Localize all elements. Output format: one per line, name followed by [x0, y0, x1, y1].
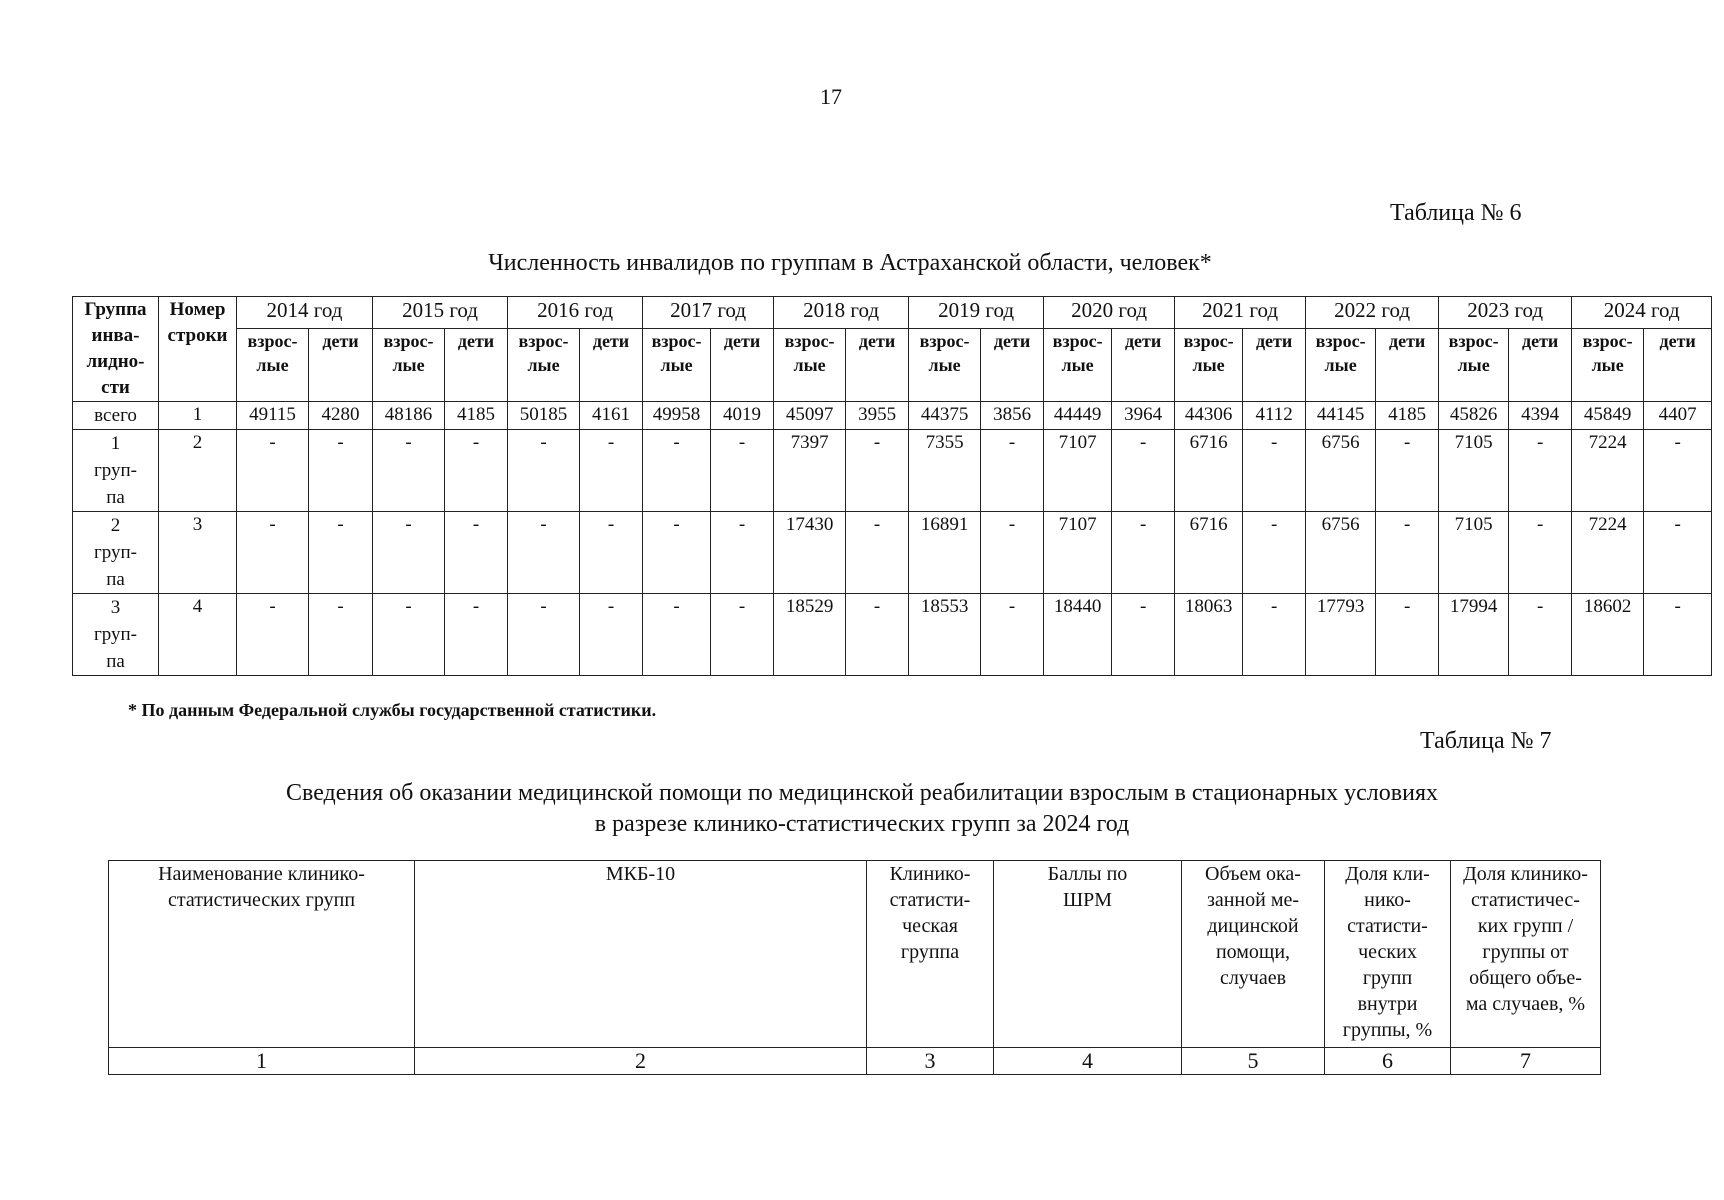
adults-value-cell: 48186: [373, 402, 445, 430]
row-number-cell: 2: [159, 430, 237, 512]
adults-value-cell: 18063: [1175, 594, 1243, 676]
adults-value-cell: 18440: [1044, 594, 1112, 676]
table7-header-col4: [994, 861, 1182, 1048]
adults-header: [508, 329, 580, 402]
adults-value-cell: -: [508, 512, 580, 594]
children-value-cell: -: [445, 594, 508, 676]
children-value-cell: -: [711, 512, 774, 594]
table7-column-number: 6: [1325, 1048, 1451, 1075]
adults-header-line: взрос-: [784, 331, 835, 352]
adults-value-cell: 44449: [1044, 402, 1112, 430]
group-header-line: сти: [101, 377, 130, 398]
year-header-2022: 2022 год: [1306, 297, 1439, 329]
table7-header-line: нико-: [1364, 889, 1411, 911]
adults-value-cell: 49115: [237, 402, 309, 430]
table7-header-line: ческая: [902, 915, 958, 937]
table-row: [73, 594, 1712, 676]
adults-value-cell: 18529: [774, 594, 846, 676]
adults-header: [1044, 329, 1112, 402]
children-value-cell: -: [1112, 430, 1175, 512]
group-cell-line: груп-: [93, 624, 138, 645]
table7-header-line: статисти-: [889, 889, 971, 911]
adults-header: [909, 329, 981, 402]
table7-header-line: МКБ-10: [605, 863, 676, 885]
table7-header-line: ма случаев, %: [1465, 993, 1586, 1015]
children-value-cell: -: [1376, 594, 1439, 676]
table6-subheader-row: [73, 329, 1712, 402]
table6-year-header-row: [73, 297, 1712, 329]
children-value-cell: 3955: [846, 402, 909, 430]
adults-value-cell: -: [237, 594, 309, 676]
table7-caption: Таблица № 7: [1420, 728, 1552, 754]
adults-value-cell: -: [508, 430, 580, 512]
children-value-cell: -: [580, 512, 643, 594]
adults-value-cell: 7105: [1439, 430, 1509, 512]
row-number-cell: 1: [159, 402, 237, 430]
table7-header-line: внутри: [1357, 993, 1418, 1015]
adults-value-cell: 44145: [1306, 402, 1376, 430]
table7-header-col3: [867, 861, 994, 1048]
children-value-cell: 4407: [1644, 402, 1712, 430]
adults-header: [774, 329, 846, 402]
table7-column-number: 1: [109, 1048, 415, 1075]
children-value-cell: 4185: [445, 402, 508, 430]
table7-header-line: статистичес-: [1471, 889, 1580, 911]
adults-header-line: лые: [793, 355, 826, 376]
table6-title: Численность инвалидов по группам в Астраханской области, человек*: [488, 250, 1212, 276]
children-value-cell: -: [445, 430, 508, 512]
table7-header-line: Наименование клинико-: [158, 863, 365, 885]
children-value-cell: -: [711, 430, 774, 512]
adults-header-line: взрос-: [919, 331, 970, 352]
group-cell-line: 3: [110, 597, 121, 618]
table7-header-line: статистических групп: [167, 889, 356, 911]
adults-value-cell: -: [643, 430, 711, 512]
adults-header-line: лые: [928, 355, 961, 376]
children-value-cell: -: [981, 430, 1044, 512]
table7-column-number: 3: [867, 1048, 994, 1075]
group-cell: [73, 402, 159, 430]
group-cell-line: всего: [94, 405, 137, 426]
children-header: дети: [846, 329, 909, 402]
table7-header-row: [109, 861, 1601, 1048]
group-cell: [73, 512, 159, 594]
group-cell-line: груп-: [93, 460, 138, 481]
adults-value-cell: -: [373, 594, 445, 676]
children-value-cell: -: [580, 594, 643, 676]
table7-header-line: группа: [900, 941, 960, 963]
group-header-line: инва-: [91, 325, 140, 346]
children-value-cell: -: [580, 430, 643, 512]
row-number-header-line: Номер: [169, 299, 226, 320]
table7-header-line: дицинской: [1207, 915, 1299, 937]
children-header: дети: [1112, 329, 1175, 402]
children-value-cell: -: [846, 512, 909, 594]
children-value-cell: -: [1509, 594, 1572, 676]
children-value-cell: -: [1376, 512, 1439, 594]
adults-header-line: взрос-: [383, 331, 434, 352]
adults-header-line: взрос-: [1315, 331, 1366, 352]
children-header: дети: [1376, 329, 1439, 402]
adults-header-line: взрос-: [651, 331, 702, 352]
children-value-cell: -: [1112, 512, 1175, 594]
year-header-2020: 2020 год: [1044, 297, 1175, 329]
table7-header-col6: [1325, 861, 1451, 1048]
children-value-cell: -: [1509, 512, 1572, 594]
children-value-cell: -: [981, 594, 1044, 676]
adults-header-line: взрос-: [1183, 331, 1234, 352]
adults-value-cell: 18553: [909, 594, 981, 676]
table7-header-line: ческих: [1358, 941, 1417, 963]
year-header-2014: 2014 год: [237, 297, 373, 329]
adults-value-cell: -: [373, 512, 445, 594]
year-header-2015: 2015 год: [373, 297, 508, 329]
adults-value-cell: 44375: [909, 402, 981, 430]
group-cell-line: па: [106, 569, 125, 590]
adults-value-cell: 7355: [909, 430, 981, 512]
adults-header: [1175, 329, 1243, 402]
children-header: дети: [1644, 329, 1712, 402]
adults-value-cell: 7107: [1044, 512, 1112, 594]
children-value-cell: -: [1243, 594, 1306, 676]
table7-header-line: Доля кли-: [1345, 863, 1430, 885]
adults-value-cell: 49958: [643, 402, 711, 430]
children-value-cell: -: [711, 594, 774, 676]
children-value-cell: 4185: [1376, 402, 1439, 430]
children-header: дети: [309, 329, 373, 402]
adults-value-cell: -: [508, 594, 580, 676]
children-header: дети: [580, 329, 643, 402]
adults-header-line: лые: [1192, 355, 1225, 376]
adults-header-line: взрос-: [247, 331, 298, 352]
row-number-cell: 3: [159, 512, 237, 594]
table7-title: [150, 778, 1574, 840]
children-value-cell: -: [1509, 430, 1572, 512]
adults-header: [643, 329, 711, 402]
table7-header-line: Баллы по: [1047, 863, 1128, 885]
adults-header-line: взрос-: [1448, 331, 1499, 352]
children-value-cell: -: [981, 512, 1044, 594]
adults-header-line: лые: [256, 355, 289, 376]
children-value-cell: -: [1644, 594, 1712, 676]
adults-header-line: лые: [527, 355, 560, 376]
adults-value-cell: -: [643, 512, 711, 594]
adults-value-cell: 7105: [1439, 512, 1509, 594]
group-header-line: лидно-: [86, 351, 145, 372]
children-value-cell: -: [309, 430, 373, 512]
adults-value-cell: -: [237, 430, 309, 512]
adults-value-cell: 6716: [1175, 430, 1243, 512]
children-value-cell: 4161: [580, 402, 643, 430]
adults-value-cell: 44306: [1175, 402, 1243, 430]
children-value-cell: 4280: [309, 402, 373, 430]
table7-header-line: ШРМ: [1062, 889, 1113, 911]
children-header: дети: [1243, 329, 1306, 402]
group-cell: [73, 430, 159, 512]
year-header-2021: 2021 год: [1175, 297, 1306, 329]
disability-table: [72, 296, 1712, 676]
group-cell: [73, 594, 159, 676]
children-value-cell: 4112: [1243, 402, 1306, 430]
adults-value-cell: 6716: [1175, 512, 1243, 594]
table-row: [73, 430, 1712, 512]
children-value-cell: 3964: [1112, 402, 1175, 430]
adults-value-cell: -: [373, 430, 445, 512]
adults-value-cell: 7107: [1044, 430, 1112, 512]
group-cell-line: па: [106, 651, 125, 672]
children-value-cell: -: [846, 430, 909, 512]
children-value-cell: 4019: [711, 402, 774, 430]
table7-header-line: общего объе-: [1469, 967, 1582, 989]
adults-value-cell: 17430: [774, 512, 846, 594]
adults-header: [373, 329, 445, 402]
children-value-cell: -: [846, 594, 909, 676]
group-cell-line: груп-: [93, 542, 138, 563]
children-value-cell: 4394: [1509, 402, 1572, 430]
adults-header-line: лые: [1324, 355, 1357, 376]
adults-header-line: лые: [1061, 355, 1094, 376]
table7-header-line: случаев: [1219, 967, 1287, 989]
adults-value-cell: -: [643, 594, 711, 676]
adults-value-cell: 18602: [1572, 594, 1644, 676]
adults-value-cell: 17793: [1306, 594, 1376, 676]
adults-header: [1572, 329, 1644, 402]
table7-header-col7: [1451, 861, 1601, 1048]
table7-header-col2: [415, 861, 867, 1048]
table7-column-number: 5: [1182, 1048, 1325, 1075]
group-header-cell: [73, 297, 159, 402]
rehabilitation-table: [108, 860, 1601, 1075]
table-row: [73, 402, 1712, 430]
adults-value-cell: 7224: [1572, 430, 1644, 512]
adults-header-line: лые: [1591, 355, 1624, 376]
table-row: [73, 512, 1712, 594]
row-number-header-cell: [159, 297, 237, 402]
children-value-cell: -: [1644, 430, 1712, 512]
children-value-cell: -: [1376, 430, 1439, 512]
year-header-2016: 2016 год: [508, 297, 643, 329]
adults-header-line: взрос-: [518, 331, 569, 352]
table7-header-line: помощи,: [1215, 941, 1291, 963]
adults-value-cell: 17994: [1439, 594, 1509, 676]
adults-header-line: взрос-: [1582, 331, 1633, 352]
adults-value-cell: 7397: [774, 430, 846, 512]
adults-header: [1439, 329, 1509, 402]
children-value-cell: 3856: [981, 402, 1044, 430]
table6-footnote: * По данным Федеральной службы государственной статистики.: [128, 700, 657, 720]
table7-header-line: Объем ока-: [1205, 863, 1301, 885]
table7-header-line: занной ме-: [1206, 889, 1300, 911]
children-value-cell: -: [1644, 512, 1712, 594]
adults-header: [237, 329, 309, 402]
table7-header-col1: [109, 861, 415, 1048]
adults-header-line: лые: [392, 355, 425, 376]
group-cell-line: 1: [110, 433, 121, 454]
table7-header-line: группы, %: [1342, 1019, 1433, 1041]
adults-header-line: лые: [660, 355, 693, 376]
adults-header-line: взрос-: [1052, 331, 1103, 352]
adults-value-cell: 45097: [774, 402, 846, 430]
adults-value-cell: 7224: [1572, 512, 1644, 594]
table7-header-line: ких групп /: [1477, 915, 1574, 937]
adults-value-cell: 50185: [508, 402, 580, 430]
year-header-2024: 2024 год: [1572, 297, 1712, 329]
table7-header-col5: [1182, 861, 1325, 1048]
year-header-2023: 2023 год: [1439, 297, 1572, 329]
children-header: дети: [1509, 329, 1572, 402]
table7-header-line: групп: [1362, 967, 1413, 989]
table7-column-number: 4: [994, 1048, 1182, 1075]
year-header-2017: 2017 год: [643, 297, 774, 329]
row-number-cell: 4: [159, 594, 237, 676]
table7-header-line: Доля клинико-: [1463, 863, 1588, 885]
table7-header-line: статисти-: [1347, 915, 1428, 937]
year-header-2018: 2018 год: [774, 297, 909, 329]
children-value-cell: -: [1112, 594, 1175, 676]
children-value-cell: -: [1243, 430, 1306, 512]
children-header: дети: [711, 329, 774, 402]
adults-value-cell: -: [237, 512, 309, 594]
children-value-cell: -: [1243, 512, 1306, 594]
page-number: 17: [820, 84, 842, 109]
adults-value-cell: 45849: [1572, 402, 1644, 430]
children-header: дети: [981, 329, 1044, 402]
children-header: дети: [445, 329, 508, 402]
table7-column-number: 7: [1451, 1048, 1601, 1075]
adults-value-cell: 16891: [909, 512, 981, 594]
table7-column-number: 2: [415, 1048, 867, 1075]
table6-caption: Таблица № 6: [1390, 200, 1522, 226]
group-cell-line: 2: [110, 515, 121, 536]
children-value-cell: -: [445, 512, 508, 594]
table7-title-line2: в разрезе клинико-статистических групп за 2024 год: [594, 811, 1130, 837]
table7-column-number-row: [109, 1048, 1601, 1075]
year-header-2019: 2019 год: [909, 297, 1044, 329]
adults-value-cell: 45826: [1439, 402, 1509, 430]
children-value-cell: -: [309, 512, 373, 594]
adults-value-cell: 6756: [1306, 512, 1376, 594]
adults-header-line: лые: [1457, 355, 1490, 376]
group-header-line: Группа: [84, 299, 147, 320]
adults-value-cell: 6756: [1306, 430, 1376, 512]
table7-title-line1: Сведения об оказании медицинской помощи по медицинской реабилитации взрослым в стационарных условиях: [286, 780, 1438, 806]
row-number-header-line: строки: [167, 325, 228, 346]
table7-header-line: группы от: [1482, 941, 1569, 963]
adults-header: [1306, 329, 1376, 402]
table7-header-line: Клинико-: [889, 863, 971, 885]
group-cell-line: па: [106, 487, 125, 508]
children-value-cell: -: [309, 594, 373, 676]
